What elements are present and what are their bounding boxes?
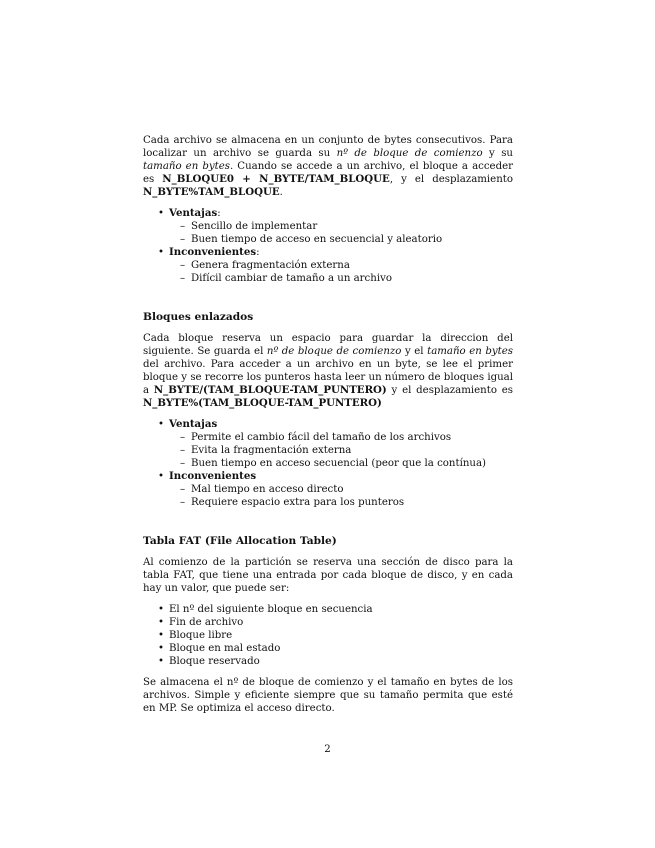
intro-italic-size-bytes: tamaño en bytes [143,161,230,172]
fat-values-list [143,603,513,668]
list-item: • El nº del siguiente bloque en secuencia [158,603,513,616]
linked-ventajas-label: Ventajas [169,418,218,430]
intro-text-2: y su [482,148,513,159]
list-item: – Difícil cambiar de tamaño a un archivo [180,272,513,285]
list-item: • Bloque libre [158,629,513,642]
linked-pros-cons-list [143,418,513,509]
ventajas-label: Ventajas [169,207,218,219]
list-item: – Permite el cambio fácil del tamaño de los archivos [180,431,513,444]
list-item: – Mal tiempo en acceso directo [180,483,513,496]
intro-formula-block: N_BLOQUE0 + N_BYTE/TAM_BLOQUE [162,173,390,185]
list-item: – Sencillo de implementar [180,220,513,233]
inconvenientes-colon: : [256,247,260,258]
linked-formula-block: N_BYTE/(TAM_BLOQUE-TAM_PUNTERO) [153,384,387,396]
intro-formula-offset: N_BYTE%TAM_BLOQUE [143,186,280,198]
contiguous-intro-paragraph [143,134,513,199]
linked-formula-offset: N_BYTE%(TAM_BLOQUE-TAM_PUNTERO) [143,397,382,409]
list-item [158,207,513,246]
intro-italic-block-start: nº de bloque de comienzo [336,148,483,159]
list-item: • Bloque reservado [158,655,513,668]
contiguous-pros-cons-list [143,207,513,285]
linked-text-1: Cada bloque reserva un espacio para guardar la direccion del siguiente. Se guarda el [143,333,513,357]
intro-text-3: . Cuando se accede a un archivo, el bloque a acceder es [143,161,514,185]
list-item: • Bloque en mal estado [158,642,513,655]
list-item: – Genera fragmentación externa [180,259,513,272]
ventajas-sublist [169,220,513,246]
intro-text-5: . [279,187,283,198]
linked-italic-size-bytes: tamaño en bytes [427,346,513,357]
list-item: – Evita la fragmentación externa [180,444,513,457]
linked-text-3: del archivo. Para acceder a un archivo en un byte, se lee el primer bloque y se recorre los punteros hasta leer un número de bloques igual a [143,359,513,396]
ventajas-colon: : [217,208,221,219]
linked-italic-block-start: nº de bloque de comienzo [266,346,402,357]
intro-text-4: , y el desplazamiento [389,174,513,185]
list-item: – Buen tiempo de acceso en secuencial y aleatorio [180,233,513,246]
intro-text-1: Cada archivo se almacena en un conjunto de bytes consecutivos. Para localizar un archivo se guarda su [143,135,513,159]
list-item [158,418,513,470]
linked-ventajas-sublist [169,431,513,470]
section-title-linked-blocks: Bloques enlazados [143,311,254,323]
linked-text-4: y el desplazamiento es [386,385,514,396]
fat-closing-paragraph: Se almacena el nº de bloque de comienzo y el tamaño en bytes de los archivos. Simple y eficiente siempre que su tamaño permita que esté en MP. Se optimiza el acceso directo. [143,677,513,714]
list-item [158,246,513,285]
list-item: • Fin de archivo [158,616,513,629]
section-title-fat: Tabla FAT (File Allocation Table) [143,535,337,547]
page-number: 2 [324,744,331,755]
linked-inconvenientes-sublist [169,483,513,509]
list-item: – Buen tiempo en acceso secuencial (peor que la contínua) [180,457,513,470]
linked-paragraph [143,332,513,410]
inconvenientes-sublist [169,259,513,285]
fat-intro-paragraph: Al comienzo de la partición se reserva una sección de disco para la tabla FAT, que tiene una entrada por cada bloque de disco, y en cada hay un valor, que puede ser: [143,557,513,594]
linked-text-2: y el [401,346,428,357]
page-body [143,134,513,715]
linked-inconvenientes-label: Inconvenientes [169,470,257,482]
list-item: – Requiere espacio extra para los punteros [180,496,513,509]
list-item [158,470,513,509]
inconvenientes-label: Inconvenientes [169,246,257,258]
